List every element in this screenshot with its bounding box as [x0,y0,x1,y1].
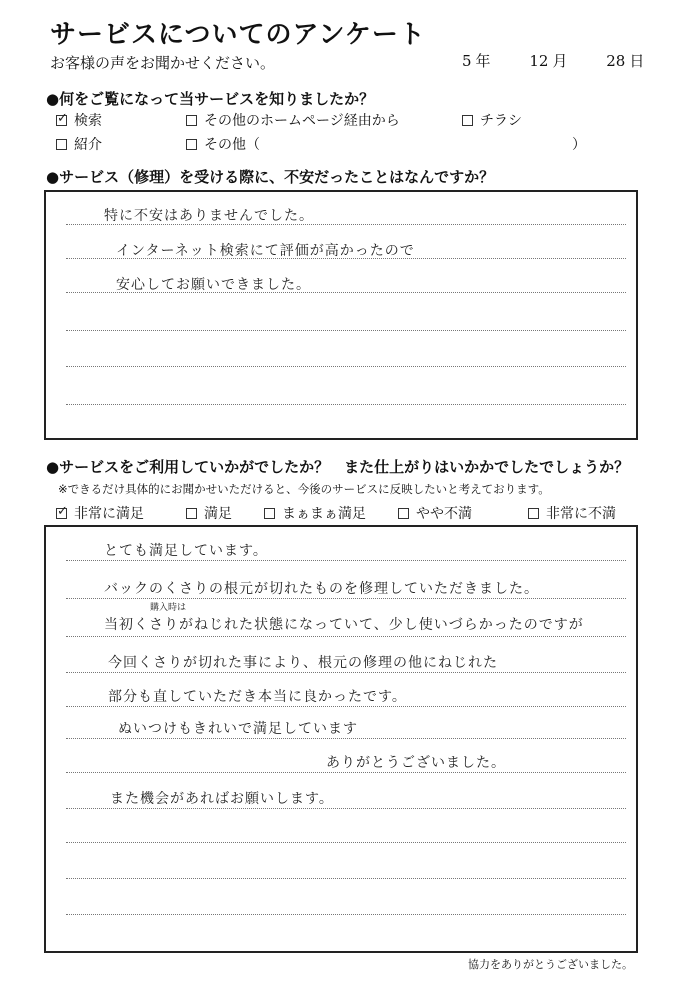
q1-question: ●何をご覧になって当サービスを知りましたか？ [46,90,375,108]
page-subtitle: お客様の声をお聞かせください。 [50,54,276,72]
date-year: 5 [462,52,472,70]
answer-line [66,636,626,637]
page-title: サービスについてのアンケート [50,20,426,50]
q3-option-label: 非常に不満 [546,506,616,522]
q3-option-somewhat-satisfied[interactable] [264,503,366,523]
footer-thanks: 協力をありがとうございました。 [468,958,633,971]
date-day: 28 [606,52,626,70]
checkbox-icon[interactable] [186,115,197,126]
q3-option-satisfied[interactable] [186,503,232,523]
q2-answer-line-1: 特に不安はありませんでした。 [104,208,314,224]
answer-line [66,672,626,673]
q1-other-close-paren: ） [572,137,586,153]
checkbox-icon[interactable] [398,508,409,519]
q1-option-referral[interactable] [56,134,102,154]
q2-answer-line-3: 安心してお願いできました。 [116,277,311,293]
q1-option-label: 紹介 [74,137,102,153]
q1-option-label: チラシ [480,113,522,129]
q3-option-very-satisfied[interactable] [56,503,144,523]
checkbox-checked-icon[interactable] [56,115,67,126]
answer-line [66,808,626,809]
q3-option-label: やや不満 [416,506,472,522]
answer-line [66,404,626,405]
q3-note: ※できるだけ具体的にお聞かせいただけると、今後のサービスに反映したいと考えております。 [58,482,550,496]
answer-line [66,598,626,599]
q3-answer-line-7: ありがとうございました。 [326,755,506,771]
q3-answer-line-5: 部分も直していただき本当に良かったです。 [108,689,407,705]
q1-option-label: その他（ [204,137,260,153]
answer-line [66,330,626,331]
q2-answer-box[interactable] [44,190,638,440]
answer-line [66,878,626,879]
q3-answer-ruby: 購入時は [150,603,187,613]
checkbox-checked-icon[interactable] [56,508,67,519]
checkbox-icon[interactable] [264,508,275,519]
date-day-unit: 日 [629,52,645,70]
answer-line [66,706,626,707]
answer-line [66,738,626,739]
q1-option-flyer[interactable] [462,110,522,130]
answer-line [66,772,626,773]
answer-line [66,914,626,915]
q3-option-somewhat-dissatisfied[interactable] [398,503,472,523]
checkbox-icon[interactable] [186,508,197,519]
q3-option-label: まぁまぁ満足 [282,506,366,522]
q3-question: ●サービスをご利用していかがでしたか？ また仕上がりはいかかでしたでしょうか？ [46,458,630,476]
q1-option-other-homepage[interactable] [186,110,400,130]
date-month: 12 [529,52,549,70]
date-field [462,50,644,71]
checkbox-icon[interactable] [528,508,539,519]
q1-option-label: 検索 [74,113,102,129]
q3-answer-line-8: また機会があればお願いします。 [110,791,334,807]
q3-answer-line-3: 当初くさりがねじれた状態になっていて、少し使いづらかったのですが [104,617,584,633]
q3-answer-line-2: バックのくさりの根元が切れたものを修理していただきました。 [104,581,539,597]
q1-option-label: その他のホームページ経由から [204,113,400,129]
answer-line [66,560,626,561]
q3-option-label: 非常に満足 [74,506,144,522]
q3-answer-line-1: とても満足しています。 [104,543,268,559]
q3-answer-line-4: 今回くさりが切れた事により、根元の修理の他にねじれた [108,655,498,671]
q3-option-very-dissatisfied[interactable] [528,503,616,523]
date-year-unit: 年 [475,52,491,70]
q1-option-search[interactable] [56,110,102,130]
checkbox-icon[interactable] [462,115,473,126]
q3-option-label: 満足 [204,506,232,522]
q3-answer-line-6: ぬいつけもきれいで満足しています [118,721,358,737]
q2-question: ●サービス（修理）を受ける際に、不安だったことはなんですか？ [46,168,495,186]
q2-answer-line-2: インターネット検索にて評価が高かったので [116,243,415,259]
answer-line [66,842,626,843]
checkbox-icon[interactable] [56,139,67,150]
answer-line [66,366,626,367]
date-month-unit: 月 [552,52,568,70]
q1-option-other[interactable] [186,134,260,154]
checkbox-icon[interactable] [186,139,197,150]
